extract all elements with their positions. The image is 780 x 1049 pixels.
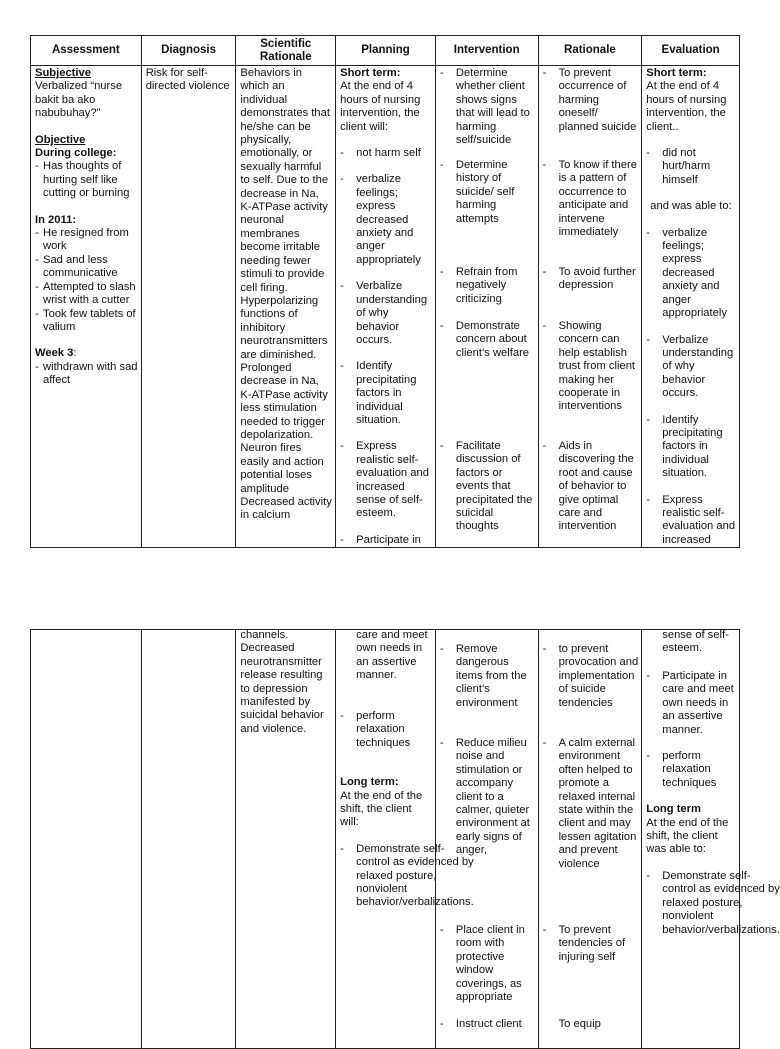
list-item: - Demonstrate self-control as evidenced by relaxed posture, nonviolent behavior/verbalizations.	[340, 842, 474, 909]
planning-cell	[336, 66, 436, 547]
header-planning: Planning	[336, 36, 436, 65]
list-item: - verbalize feelings; express decreased anxiety and anger appropriately	[340, 173, 421, 266]
evaluation-cell	[642, 66, 739, 547]
list-item: - He resigned from work	[35, 227, 129, 253]
subjective-text: Verbalized “nurse bakit ba ako nabubuhay?”	[35, 80, 123, 120]
evaluation-long-term-intro: At the end of the shift, the client was able to:	[646, 816, 729, 856]
rationale-cell	[539, 630, 643, 1048]
intervention-item-8: - Place client in room with protective window coverings, as appropriate	[439, 924, 525, 1004]
intervention-item-6: - Remove dangerous items from the client’s environment	[439, 643, 527, 709]
evaluation-continued-text: sense of self-esteem.	[662, 629, 729, 655]
intervention-item-7: - Reduce milieu noise and stimulation or accompany client to a calmer, quieter environment at early signs of anger,	[439, 737, 530, 857]
list-item: - verbalize feelings; express decreased anxiety and anger appropriately	[646, 226, 727, 320]
scientific-rationale-text: Behaviors in which an individual demonstrates that he/she can be physically, emotionally, or sexually harmful to self. Due to the decrease in Na, K-ATPase activity neuronal membranes become irritable needing fewer stimuli to provide cell firing. Hyperpolarizing functions of inhibitory neurotransmitters are diminished. Prolonged decrease in Na, K-ATPase activity less stimulation needed to trigger depolarization. Neuron fires easily and action potential loses amplitude Decreased activity in calcium	[240, 67, 332, 522]
rationale-item-7: - A calm external environment often helped to promote a relaxed internal state within the client and may lessen agitation and prevent violence	[542, 737, 637, 870]
intervention-item-4: - Demonstrate concern about client’s welfare	[439, 320, 530, 359]
list-item: - Identify precipitating factors in individual situation.	[340, 360, 417, 426]
list-item: - Sad and less communicative	[35, 253, 118, 280]
scientific-rationale-cell	[236, 630, 336, 1048]
diagnosis-cell	[142, 66, 237, 547]
intervention-item-3: - Refrain from negatively criticizing	[439, 266, 518, 305]
rationale-item-8: - To prevent tendencies of injuring self	[542, 924, 626, 963]
list-item: - Express realistic self-evaluation and increased	[646, 493, 736, 546]
list-item: - perform relaxation techniques	[646, 750, 717, 789]
care-plan-table-page-1	[30, 35, 740, 548]
evaluation-able-to: and was able to:	[650, 200, 732, 213]
assessment-cell	[31, 630, 142, 1048]
list-item: - not harm self	[340, 147, 421, 160]
evaluation-cell	[642, 629, 780, 1048]
evaluation-short-term-heading: Short term:	[646, 67, 707, 79]
intervention-cell	[436, 630, 539, 1048]
list-item: - Verbalize understanding of why behavior occurs.	[340, 280, 428, 346]
header-diagnosis: Diagnosis	[142, 36, 237, 65]
scientific-rationale-cell	[236, 66, 336, 547]
evaluation-long-term-heading: Long term	[646, 803, 701, 816]
header-evaluation: Evaluation	[661, 44, 720, 56]
list-item: - Express realistic self-evaluation and increased sense of self-esteem.	[340, 440, 429, 520]
list-item: - Took few tablets of valium	[35, 307, 136, 333]
header-scientific-rationale: Scientific Rationale	[236, 36, 336, 65]
planning-short-term-heading: Short term:	[340, 67, 401, 79]
intervention-item-9: - Instruct client	[439, 1018, 522, 1030]
planning-short-term-intro: At the end of 4 hours of nursing intervention, the client will:	[340, 80, 421, 133]
intervention-cell	[436, 66, 539, 547]
rationale-item-1: - To prevent occurrence of harming oneself/ planned suicide	[542, 67, 637, 133]
header-assessment: Assessment	[31, 36, 142, 65]
in-2011-heading: In 2011:	[35, 213, 77, 226]
objective-heading: Objective	[35, 133, 86, 146]
list-item: - Participate in care and meet own needs in an assertive manner.	[646, 670, 734, 736]
evaluation-short-term-intro: At the end of 4 hours of nursing intervention, the client..	[646, 80, 727, 133]
diagnosis-cell	[142, 630, 237, 1048]
list-item: - Identify precipitating factors in individual situation.	[646, 413, 723, 480]
scientific-rationale-text: channels. Decreased neurotransmitter release resulting to depression manifested by suicidal behavior and violence.	[240, 629, 324, 735]
intervention-item-1: - Determine whether client shows signs that will lead to harming self/suicide	[439, 67, 530, 147]
rationale-item-3: - To avoid further depression	[542, 266, 636, 292]
list-item: - did not hurt/harm himself	[646, 147, 711, 186]
list-item: - Demonstrate self-control as evidenced by relaxed posture, nonviolent behavior/verbalizations.	[646, 869, 780, 936]
subjective-heading: Subjective	[35, 67, 91, 79]
intervention-item-5: - Facilitate discussion of factors or events that precipitated the suicidal thoughts	[439, 440, 533, 533]
rationale-item-5: - Aids in discovering the root and cause of behavior to give optimal care and intervention	[542, 440, 634, 533]
list-item: - Attempted to slash wrist with a cutter	[35, 280, 136, 307]
list-item: - withdrawn with sad affect	[35, 360, 138, 387]
header-intervention: Intervention	[436, 36, 539, 65]
table-header-row	[31, 36, 739, 66]
during-college-heading: During college:	[35, 147, 117, 160]
rationale-item-6: - to prevent provocation and implementation of suicide tendencies	[542, 643, 639, 709]
week-3-heading: Week 3	[35, 347, 74, 360]
rationale-cell	[539, 66, 643, 547]
planning-long-term-intro: At the end of the shift, the client will:	[340, 789, 423, 829]
care-plan-table-page-2	[30, 629, 780, 1049]
table-body-row	[31, 629, 780, 1048]
intervention-item-2: - Determine history of suicide/ self harming attempts	[439, 159, 515, 225]
list-item: - Has thoughts of hurting self like cutting or burning	[35, 160, 130, 200]
table-body-row	[31, 66, 739, 547]
planning-cell	[336, 629, 474, 1048]
assessment-cell: Subjective Verbalized “nurse bakit ba ako nabubuhay?” Objective During college: - Has thoughts of hurting self like cutting or burning In 2011: - He resigned from work - Sad and less communicative - Attempted to slash wrist with a cutter - Took few tablets of valium Week 3: - withdrawn with sad affect	[31, 66, 142, 547]
list-item: - perform relaxation techniques	[340, 710, 411, 749]
rationale-item-9: To equip	[558, 1018, 601, 1030]
planning-continued-text: care and meet own needs in an assertive manner.	[356, 629, 428, 682]
list-item: - Verbalize understanding of why behavior occurs.	[646, 333, 734, 400]
planning-long-term-heading: Long term:	[340, 776, 399, 789]
rationale-item-4: - Showing concern can help establish trust from client making her cooperate in interventions	[542, 320, 636, 413]
header-rationale: Rationale	[539, 36, 643, 65]
list-item: - Participate in	[340, 533, 421, 546]
rationale-item-2: - To know if there is a pattern of occurrence to anticipate and intervene immediately	[542, 159, 637, 239]
diagnosis-text: Risk for self-directed violence	[145, 67, 230, 93]
